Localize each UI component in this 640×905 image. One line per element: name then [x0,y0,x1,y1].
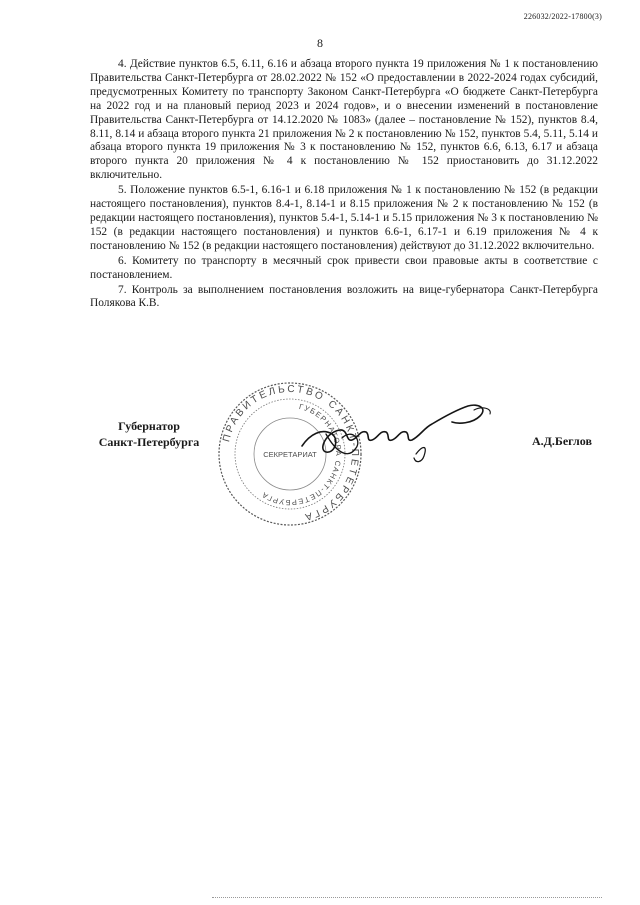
signatory-name: А.Д.Беглов [532,434,592,448]
paragraph-7: 7. Контроль за выполнением постановления возложить на вице-губернатора Санкт-Петербурга Полякова К.В. [90,283,598,310]
page-number: 8 [317,36,323,50]
document-id: 226032/2022-17800(3) [523,12,602,21]
page-bottom-rule [212,897,602,899]
paragraph-5: 5. Положение пунктов 6.5-1, 6.16-1 и 6.18 приложения № 1 к постановлению № 152 (в редакции настоящего постановления), пунктов 8.4-1, 8.14-1 и 8.15 приложения № 2 к постановлению № 152 (в редакции настоящего постановления), пунктов 5.4-1, 5.14-1 и 5.15 приложения № 3 к постановлению № 152 (в редакции настоящего постановления) и пунктов 6.6-1, 6.17-1 и 6.19 приложения № 4 к постановлению № 152 (в редакции настоящего постановления) действуют до 31.12.2022 включительно. [90,184,598,252]
seal-inner-text: ГУБЕРНАТОРА САНКТ-ПЕТЕРБУРГА [259,401,344,508]
signatory-region: Санкт-Петербурга [98,435,200,449]
paragraph-6: 6. Комитету по транспорту в месячный срок привести свои правовые акты в соответствие с постановлением. [90,254,598,281]
seal-center-text: СЕКРЕТАРИАТ [263,450,317,459]
paragraph-4: 4. Действие пунктов 6.5, 6.11, 6.16 и абзаца второго пункта 19 приложения № 1 к постановлению Правительства Санкт-Петербурга от 28.02.2022 № 152 «О предоставлении в 2022-2024 годах субсидий, предусмотренных Комитету по транспорту Законом Санкт-Петербурга «О бюджете Санкт-Петербурга на 2022 год и на плановый период 2023 и 2024 годов», и о внесении изменений в постановление Правительства Санкт-Петербурга от 14.12.2020 № 1083» (далее – постановление № 152), пунктов 8.4, 8.11, 8.14 и абзаца второго пункта 21 приложения № 2 к постановлению № 152, пунктов 5.4, 5.11, 5.14 и абзаца второго пункта 19 приложения № 3 к постановлению № 152, пунктов 6.6, 6.13, 6.17 и абзаца второго пункта 20 приложения № 4 к постановлению № 152 приостановить до 31.12.2022 включительно. [90,58,598,182]
signatory-title: Губернатор [118,419,180,433]
signatory-position [88,418,210,450]
seal-outer-text: ПРАВИТЕЛЬСТВО САНКТ-ПЕТЕРБУРГА [221,383,361,523]
handwritten-signature [296,394,496,474]
document-body [90,58,598,312]
